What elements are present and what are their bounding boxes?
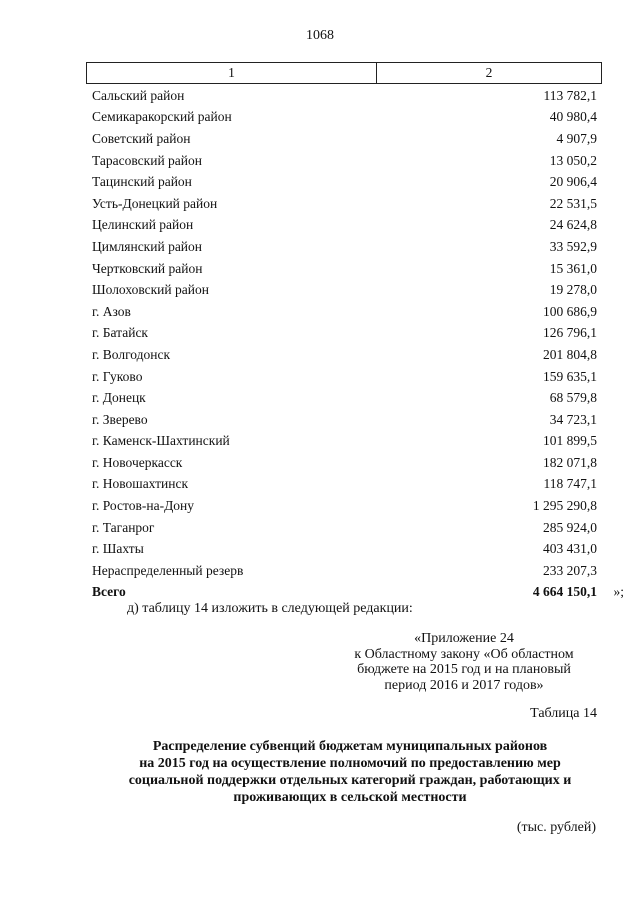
title-line: социальной поддержки отдельных категорий граждан, работающих и [128,773,572,788]
table-row [86,431,602,453]
row-name: Шолоховский район [92,282,209,298]
units-label: (тыс. рублей) [516,820,596,835]
table-header [86,62,602,84]
appendix-line: «Приложение 24 [414,631,514,646]
row-name: г. Зверево [92,411,148,427]
table-row [86,344,602,366]
row-name: г. Ростов-на-Дону [92,498,195,514]
table-row [86,517,602,539]
table-row [86,107,602,129]
table-row [86,215,602,237]
table-title [90,738,610,806]
table-row [86,366,602,388]
appendix-line: к Областному закону «Об областном [354,646,574,662]
table-row [86,495,602,517]
row-value: 15 361,0 [549,260,597,276]
row-value: 20 906,4 [549,174,597,190]
row-name: Чертковский район [92,260,203,276]
row-name: г. Новошахтинск [92,476,188,492]
title-line: на 2015 год на осуществление полномочий по предоставлению мер [139,756,561,771]
appendix-line: бюджете на 2015 год и на плановый [357,662,571,677]
row-name: г. Волгодонск [92,346,171,362]
total-row [86,582,624,604]
row-value: 126 796,1 [543,325,597,341]
row-value: 34 723,1 [549,411,597,427]
row-value: 182 071,8 [543,454,597,470]
row-value: 24 624,8 [549,217,597,233]
table-row [86,409,602,431]
table-row [86,560,602,582]
row-value: 19 278,0 [549,282,597,298]
total-label: Всего [92,584,126,600]
row-value: 113 782,1 [543,87,597,103]
table-row [86,301,602,323]
amendment-instruction: д) таблицу 14 изложить в следующей редакции: [127,601,413,616]
table-row [86,474,602,496]
row-name: г. Таганрог [92,519,155,535]
row-value: 233 207,3 [543,562,597,578]
row-name: г. Гуково [92,368,143,384]
row-value: 68 579,8 [549,390,597,406]
row-name: г. Новочеркасск [92,454,183,470]
table-row [86,279,602,301]
appendix-reference [330,631,598,693]
row-value: 201 804,8 [543,346,597,362]
row-name: Семикаракорский район [92,109,232,125]
row-value: 118 747,1 [543,476,597,492]
row-name: Усть-Донецкий район [92,195,218,211]
row-name: г. Донецк [92,390,146,406]
row-value: 403 431,0 [543,541,597,557]
row-value: 159 635,1 [543,368,597,384]
column-header-1: 1 [87,63,377,83]
row-name: Целинский район [92,217,194,233]
title-line: проживающих в сельской местности [233,790,467,805]
row-name: Сальский район [92,87,185,103]
row-name: Советский район [92,130,191,146]
title-line: Распределение субвенций бюджетам муниципальных районов [152,739,548,754]
table-row [86,85,602,107]
row-value: 40 980,4 [549,109,597,125]
table-row [86,323,602,345]
row-name: Тацинский район [92,174,192,190]
row-name: Цимлянский район [92,238,203,254]
row-value: 100 686,9 [543,303,597,319]
row-name: Нераспределенный резерв [92,562,244,578]
table-row [86,452,602,474]
appendix-line: период 2016 и 2017 годов» [384,677,544,693]
row-value: 22 531,5 [549,195,597,211]
table-row [86,171,602,193]
table-number-label: Таблица 14 [530,706,597,721]
column-header-2: 2 [485,65,493,80]
page-number: 1068 [306,28,334,43]
row-value: 33 592,9 [549,238,597,254]
table-row [86,538,602,560]
total-value: 4 664 150,1 [532,584,597,600]
table-row [86,236,602,258]
table-row [86,193,602,215]
row-name: г. Каменск-Шахтинский [92,433,230,449]
table-row [86,258,602,280]
row-value: 1 295 290,8 [532,498,597,514]
row-name: г. Азов [92,303,131,319]
row-value: 101 899,5 [543,433,597,449]
row-value: 285 924,0 [543,519,597,535]
row-name: Тарасовский район [92,152,202,168]
table-row [86,128,602,150]
table-row [86,150,602,172]
row-value: 13 050,2 [549,152,597,168]
row-name: г. Шахты [92,541,144,557]
table-body [86,85,624,603]
row-value: 4 907,9 [556,130,597,146]
row-name: г. Батайск [92,325,148,341]
table-row [86,387,602,409]
closing-quote: »; [613,584,624,600]
